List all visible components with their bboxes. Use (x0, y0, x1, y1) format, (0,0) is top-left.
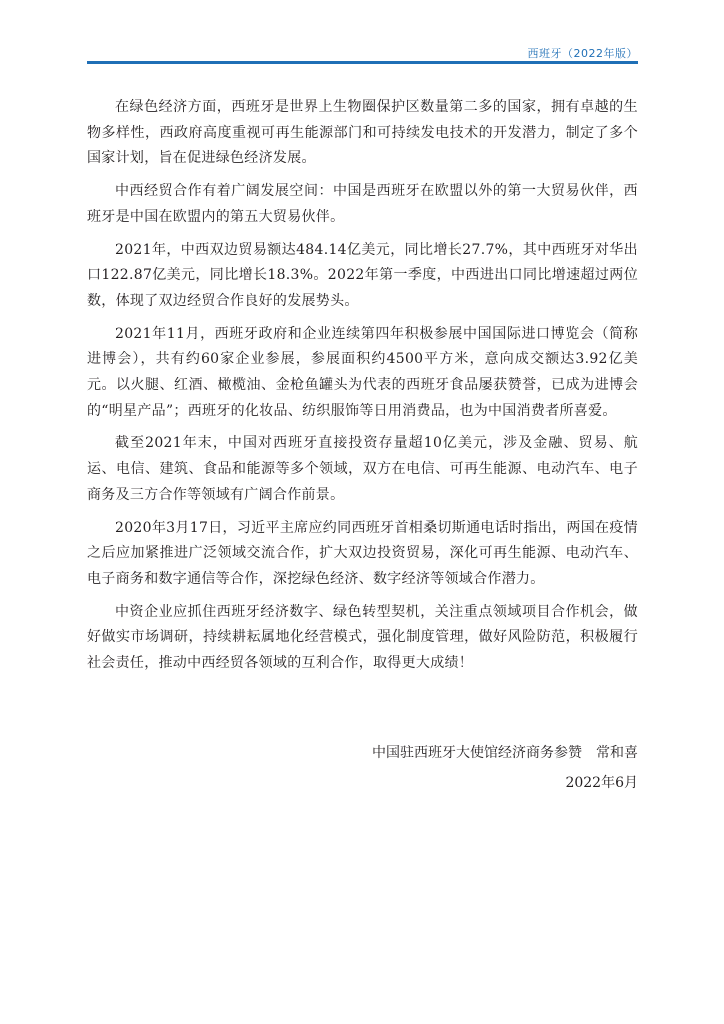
paragraph-green-economy: 在绿色经济方面，西班牙是世界上生物圈保护区数量第二多的国家，拥有卓越的生物多样性，西政府高度重视可再生能源部门和可持续发电技术的开发潜力，制定了多个国家计划，旨在促进绿色经济发展。 (87, 99, 638, 167)
signature-date: 2022年6月 (565, 775, 638, 791)
paragraph-trade-partners: 中西经贸合作有着广阔发展空间：中国是西班牙在欧盟以外的第一大贸易伙伴，西班牙是中国在欧盟内的第五大贸易伙伴。 (87, 183, 638, 225)
signature-block (372, 738, 638, 798)
paragraph-recommendations: 中资企业应抓住西班牙经济数字、绿色转型契机，关注重点领域项目合作机会，做好做实市场调研，持续耕耘属地化经营模式，强化制度管理，做好风险防范，积极履行社会责任，推动中西经贸各领域的互利合作，取得更大成绩！ (87, 603, 638, 672)
paragraph-phone-call: 2020年3月17日，习近平主席应约同西班牙首相桑切斯通电话时指出，两国在疫情之后应加紧推进广泛领域交流合作，扩大双边投资贸易，深化可再生能源、电动汽车、电子商务和数字通信等合作，深挖绿色经济、数字经济等领域合作潜力。 (87, 519, 638, 587)
paragraph-investment: 截至2021年末，中国对西班牙直接投资存量超10亿美元，涉及金融、贸易、航运、电信、建筑、食品和能源等多个领域，双方在电信、可再生能源、电动汽车、电子商务及三方合作等领域有广阔合作前景。 (87, 435, 638, 503)
page-header (0, 0, 724, 64)
header-divider (87, 61, 638, 64)
running-header-title: 西班牙（2022年版） (527, 47, 638, 60)
paragraph-trade-volume: 2021年，中西双边贸易额达484.14亿美元，同比增长27.7%，其中西班牙对华出口122.87亿美元，同比增长18.3%。2022年第一季度，中西进出口同比增速超过两位数，体现了双边经贸合作良好的发展势头。 (87, 241, 638, 309)
signature-author: 中国驻西班牙大使馆经济商务参赞 常和喜 (372, 745, 638, 761)
paragraph-import-expo: 2021年11月，西班牙政府和企业连续第四年积极参展中国国际进口博览会（简称进博会），共有约60家企业参展，参展面积约4500平方米，意向成交额达3.92亿美元。以火腿、红酒、橄榄油、金枪鱼罐头为代表的西班牙食品屡获赞誉，已成为进博会的“明星产品”；西班牙的化妆品、纺织服饰等日用消费品，也为中国消费者所喜爱。 (87, 325, 638, 419)
body-text (87, 95, 638, 677)
